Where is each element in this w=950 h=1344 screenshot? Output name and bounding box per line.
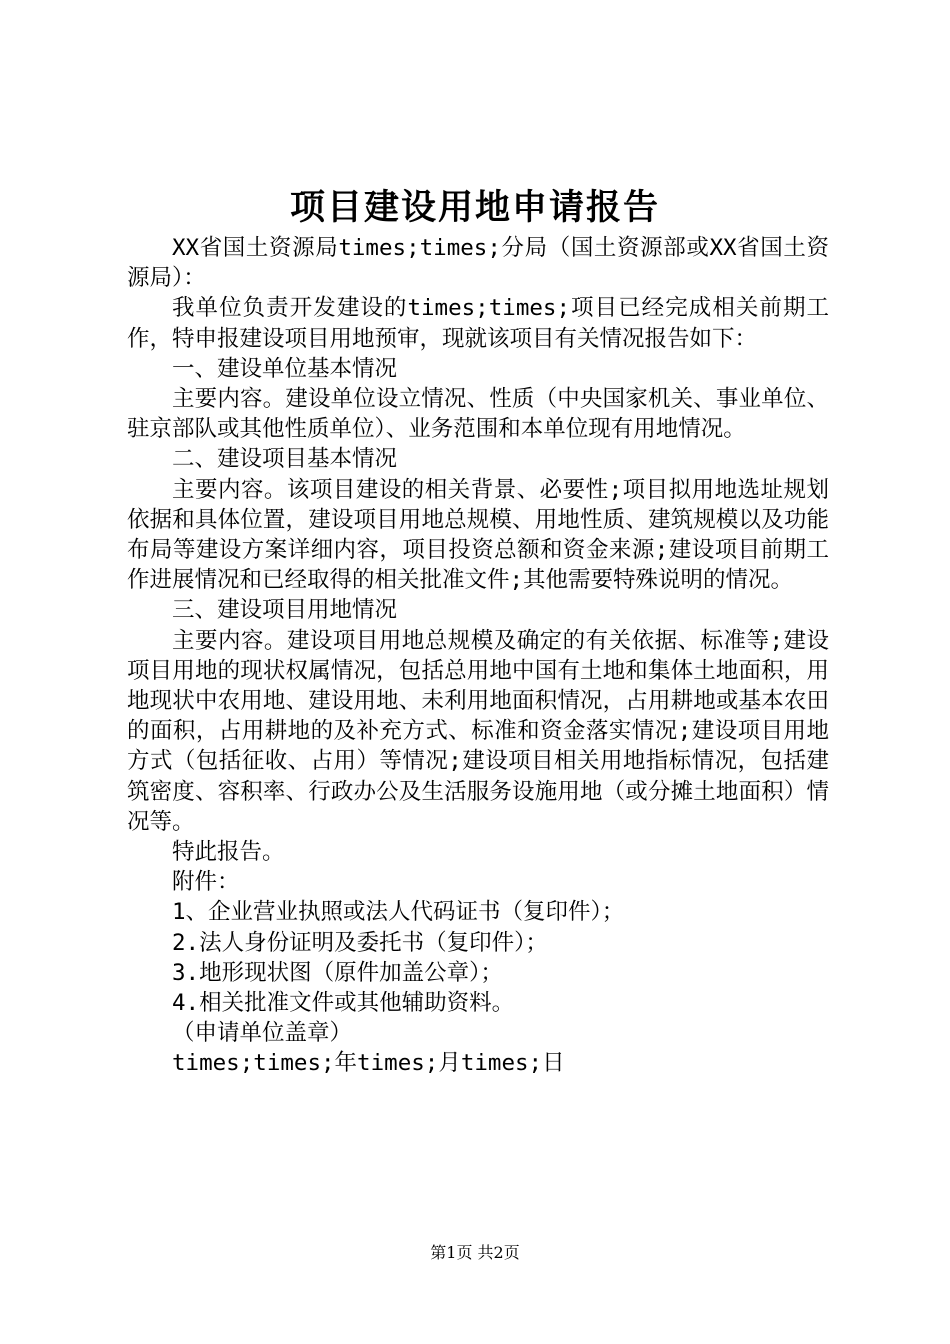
seal-note: （申请单位盖章） (172, 1020, 353, 1047)
attachment-item: 2.法人身份证明及委托书（复印件）； (172, 929, 548, 956)
date-line: times;times;年times;月times;日 (172, 1050, 565, 1077)
document-body (127, 233, 829, 1079)
attachment-item: 4.相关批准文件或其他辅助资料。 (172, 990, 515, 1017)
attachments-heading: 附件： (172, 869, 240, 896)
page-footer: 第1页 共2页 (430, 1243, 520, 1262)
section-heading-2: 二、建设项目基本情况 (172, 446, 398, 473)
closing-statement: 特此报告。 (172, 839, 285, 866)
intro-paragraph: 我单位负责开发建设的times;times;项目已经完成相关前期工作，特申报建设项目用地预审，现就该项目有关情况报告如下： (127, 295, 829, 352)
document-title: 项目建设用地申请报告 (289, 187, 660, 228)
section-heading-3: 三、建设项目用地情况 (172, 597, 398, 624)
section-content-1: 主要内容。建设单位设立情况、性质（中央国家机关、事业单位、驻京部队或其他性质单位）、业务范围和本单位现有用地情况。 (127, 386, 829, 443)
attachment-item: 3.地形现状图（原件加盖公章）； (172, 959, 503, 986)
section-content-3: 主要内容。建设项目用地总规模及确定的有关依据、标准等;建设项目用地的现状权属情况，包括总用地中国有土地和集体土地面积，用地现状中农用地、建设用地、未利用地面积情况，占用耕地或基本农田的面积，占用耕地的及补充方式、标准和资金落实情况;建设项目用地方式（包括征收、占用）等情况;建设项目相关用地指标情况，包括建筑密度、容积率、行政办公及生活服务设施用地（或分摊土地面积）情况等。 (127, 627, 829, 835)
section-content-2: 主要内容。该项目建设的相关背景、必要性;项目拟用地选址规划依据和具体位置，建设项目用地总规模、用地性质、建筑规模以及功能布局等建设方案详细内容，项目投资总额和资金来源;建设项目前期工作进展情况和已经取得的相关批准文件;其他需要特殊说明的情况。 (127, 476, 829, 594)
attachment-item: 1、企业营业执照或法人代码证书（复印件）； (172, 899, 625, 926)
salutation: XX省国土资源局times;times;分局（国土资源部或XX省国土资源局）： (127, 235, 829, 292)
section-heading-1: 一、建设单位基本情况 (172, 355, 398, 382)
